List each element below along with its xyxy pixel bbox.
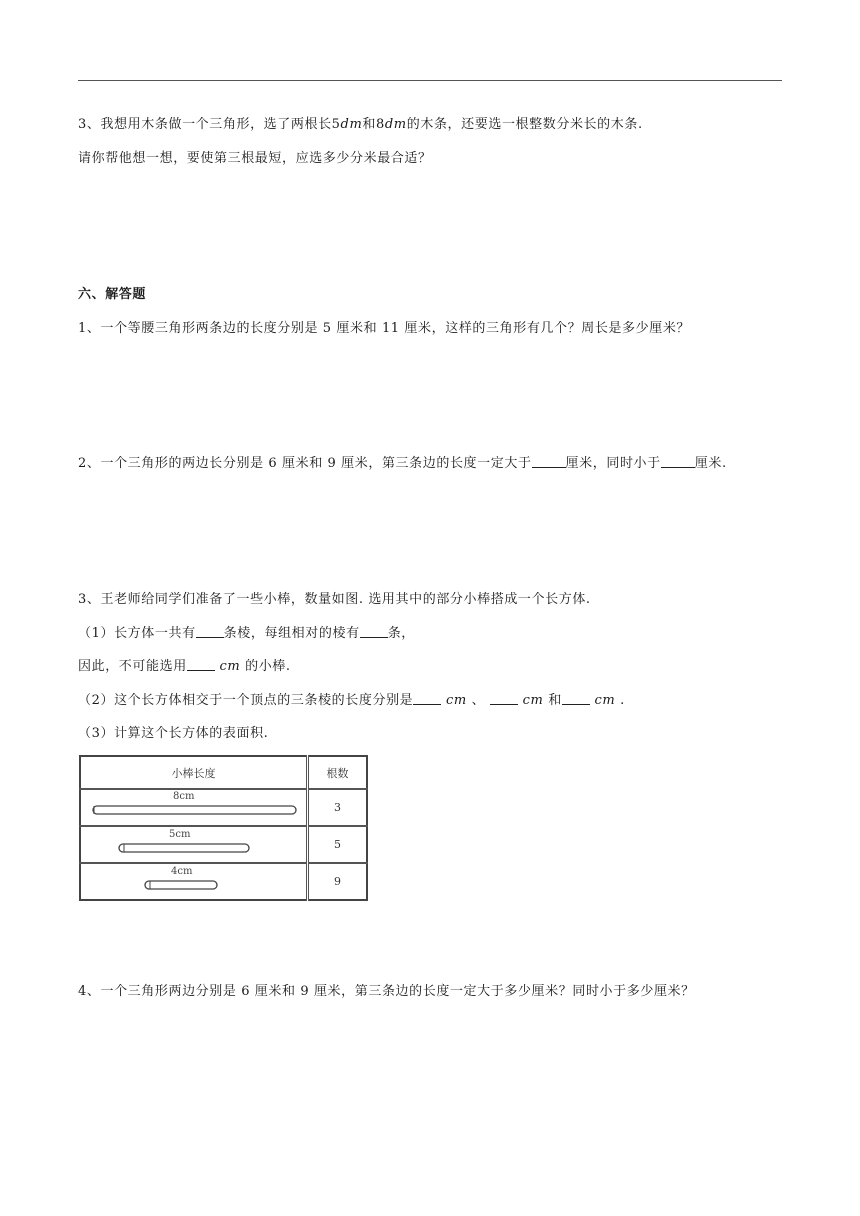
header-rule [78, 80, 782, 81]
stick-cell-8cm [80, 789, 308, 826]
stick-cell-5cm [80, 826, 308, 863]
stick-label: 4cm [171, 866, 193, 877]
question-1: 1、一个等腰三角形两条边的长度分别是 5 厘米和 11 厘米，这样的三角形有几个？周长是多少厘米？ [78, 321, 691, 336]
header-stick-length: 小棒长度 [80, 756, 308, 789]
header-stick-count: 根数 [308, 756, 368, 789]
answer-blank[interactable] [562, 692, 590, 705]
section-heading: 六、解答题 [78, 287, 147, 302]
stick-4cm-icon [141, 878, 221, 892]
stick-table [79, 755, 368, 901]
question-3-part-3: （3）计算这个长方体的表面积. [78, 726, 269, 741]
question-3-intro: 3、王老师给同学们准备了一些小棒，数量如图. 选用其中的部分小棒搭成一个长方体. [78, 592, 591, 607]
question-2: 2、一个三角形的两边长分别是 6 厘米和 9 厘米，第三条边的长度一定大于 厘米，同时小于 厘米. [78, 456, 727, 471]
answer-blank[interactable] [490, 692, 518, 705]
stick-label: 5cm [169, 829, 191, 840]
stick-count: 5 [308, 826, 368, 863]
answer-blank[interactable] [532, 455, 566, 468]
stick-5cm-icon [115, 841, 253, 855]
answer-blank[interactable] [413, 692, 441, 705]
question-4: 4、一个三角形两边分别是 6 厘米和 9 厘米，第三条边的长度一定大于多少厘米？同时小于多少厘米？ [78, 984, 695, 999]
answer-blank[interactable] [187, 658, 215, 671]
question-3-line-2: 请你帮他想一想，要使第三根最短，应选多少分米最合适？ [78, 151, 432, 166]
answer-blank[interactable] [360, 625, 388, 638]
stick-label: 8cm [173, 791, 195, 802]
answer-blank[interactable] [661, 455, 695, 468]
question-3-part-2: （2）这个长方体相交于一个顶点的三条棱的长度分别是 cm 、 cm 和 cm . [78, 693, 625, 708]
stick-cell-4cm [80, 863, 308, 900]
stick-count: 3 [308, 789, 368, 826]
answer-blank[interactable] [196, 625, 224, 638]
stick-8cm-icon [89, 803, 301, 817]
question-3-part-1: （1）长方体一共有 条棱，每组相对的棱有 条， [78, 626, 415, 641]
question-3-part-1-cont: 因此，不可能选用 cm 的小棒. [78, 659, 291, 674]
stick-count: 9 [308, 863, 368, 900]
question-3-line-1: 3、我想用木条做一个三角形，选了两根长5dm和8dm的木条，还要选一根整数分米长的木条. [78, 117, 643, 132]
